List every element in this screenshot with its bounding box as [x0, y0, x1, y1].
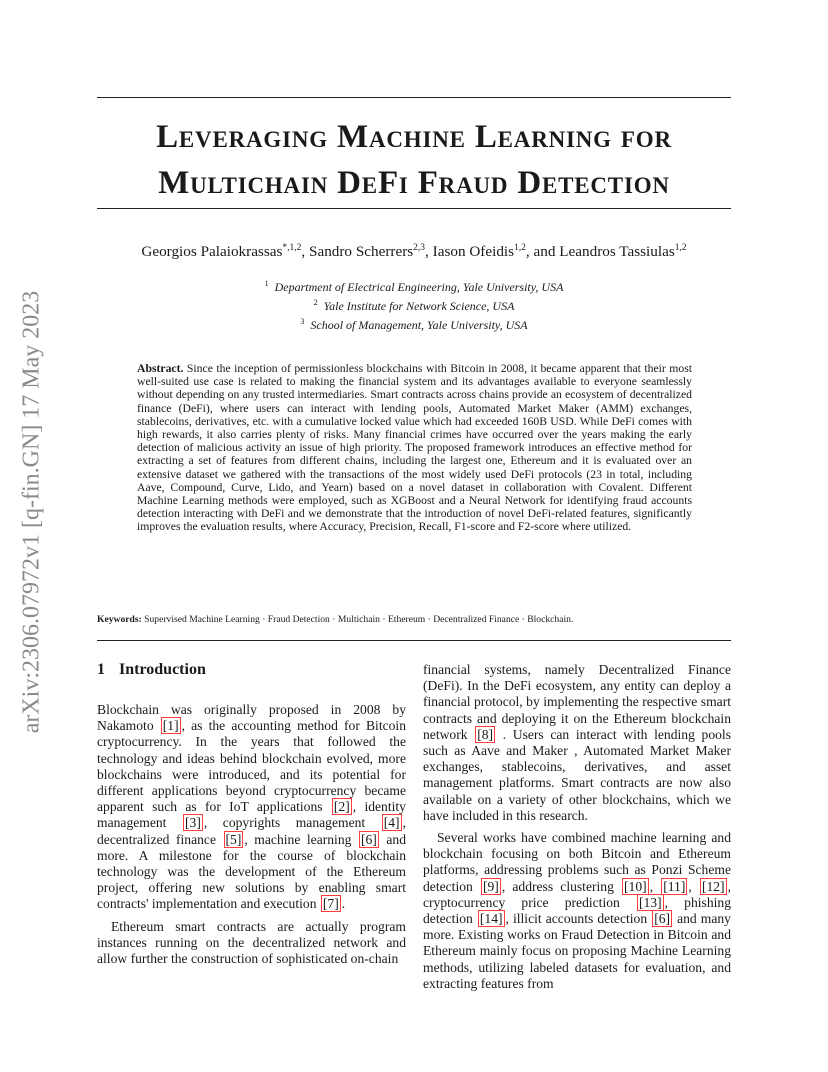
- author-separator: , and: [525, 243, 560, 261]
- body-text: , decentralized finance: [97, 815, 406, 847]
- body-text: . Users can interact with lending pools such as Aave and Maker , Automated Market Maker exchanges, stablecoins, derivatives, and asset management platforms. Smart contracts are now also available on a variety of other blockchains, which we have included in this research.: [423, 726, 731, 823]
- body-text: Blockchain was originally proposed in 2008 by Nakamoto: [97, 702, 406, 734]
- section-number: 1: [97, 661, 105, 678]
- title-line-1: Leveraging Machine Learning for: [156, 119, 672, 155]
- abstract-text: Since the inception of permissionless blockchains with Bitcoin in 2008, it became apparent that their most well-suited use case is related to making the financial system and its advantages available to everyone seamlessly without depending on any trusted intermediaries. Smart contracts across chains provide an ecosystem of decentralized finance (DeFi), where users can interact with lending pools, Automated Market Maker (AMM) exchanges, stablecoins, derivatives, etc. with a cumulative locked value which had exceeded 160B USD. While DeFi comes with high rewards, it also carries plenty of risks. Many financial crimes have occurred over the years making the early detection of malicious activity an issue of high priority. The proposed framework introduces an effective method for extracting a set of features from different chains, including the largest one, Ethereum and it is evaluated over an extensive dataset we gathered with the transactions of the most widely used DeFi protocols (23 in total, including Aave, Compound, Curve, Lido, and Yearn) based on a novel dataset in collaboration with Covalent. Different Machine Learning methods were employed, such as XGBoost and a Neural Network for identifying fraud accounts detection interacting with DeFi and we demonstrate that the introduction of novel DeFi-related features, significantly improves the evaluation results, where Accuracy, Precision, Recall, F1-score and F2-score where utilized.: [137, 362, 692, 534]
- body-text: , identity management: [97, 799, 406, 831]
- affiliation-list: [97, 276, 731, 333]
- body-text: , as the accounting method for Bitcoin cryptocurrency. In the years that followed the technology and ideas behind blockchain evolved, more blockchains were introduced, and its potential for different applications beyond cryptocurrency became apparent such as for IoT applications: [97, 718, 406, 815]
- body-text: , illicit accounts detection: [505, 911, 652, 927]
- abstract: [137, 362, 692, 534]
- affiliation-number: 2: [313, 298, 318, 307]
- body-text: , cryptocurrency price prediction: [423, 878, 731, 910]
- author-name: Leandros Tassiulas: [559, 243, 675, 261]
- arxiv-identifier: arXiv:2306.07972v1 [q-fin.GN] 17 May 2023: [18, 290, 45, 734]
- body-text: Several works have combined machine learning and blockchain focusing on both Bitcoin and Ethereum platforms, addressing problems such as Ponzi Scheme detection: [423, 830, 731, 894]
- citation-link[interactable]: [3]: [185, 815, 201, 831]
- citation-link[interactable]: [2]: [333, 799, 350, 815]
- affiliation: [97, 276, 731, 295]
- author-affiliation-marks: 1,2: [674, 243, 687, 253]
- section-heading: [97, 662, 406, 680]
- title-rule-top: [97, 97, 731, 98]
- abstract-label: Abstract.: [137, 362, 184, 375]
- citation-link[interactable]: [6]: [360, 831, 377, 847]
- paragraph-intro-2-continued: [423, 662, 731, 824]
- keywords: [97, 614, 737, 625]
- affiliation: [97, 314, 731, 333]
- author-name: Sandro Scherrers: [309, 243, 414, 261]
- keywords-rule: [97, 640, 731, 641]
- citation-link[interactable]: [11]: [663, 878, 686, 894]
- paragraph-intro-2: [97, 919, 406, 968]
- citation-link[interactable]: [7]: [322, 896, 339, 912]
- section-title: Introduction: [119, 661, 206, 678]
- affiliation-number: 1: [264, 279, 269, 288]
- affiliation-number: 3: [300, 317, 305, 326]
- citation-link[interactable]: [9]: [482, 878, 499, 894]
- author-list: [97, 243, 731, 261]
- author-name: Georgios Palaiokrassas: [141, 243, 283, 261]
- arxiv-sidebar-stamp: [14, 262, 50, 762]
- paper-title: [97, 114, 731, 206]
- affiliation-text: Yale Institute for Network Science, USA: [323, 299, 515, 313]
- citation-link[interactable]: [1]: [162, 718, 179, 734]
- citation-link[interactable]: [13]: [638, 894, 662, 910]
- citation-link[interactable]: [5]: [225, 831, 242, 847]
- body-text: and many more. Existing works on Fraud Detection in Bitcoin and Ethereum mainly focus on proposing Machine Learning methods, utilizing labeled datasets for evaluation, and extracting features from: [423, 911, 731, 991]
- affiliation-text: Department of Electrical Engineering, Yale University, USA: [274, 280, 564, 294]
- body-text: , machine learning: [244, 831, 358, 847]
- author-affiliation-marks: *,1,2: [282, 243, 302, 253]
- title-line-2: Multichain DeFi Fraud Detection: [158, 165, 670, 201]
- affiliation-text: School of Management, Yale University, USA: [310, 318, 528, 332]
- citation-link[interactable]: [4]: [383, 815, 400, 831]
- title-rule-bottom: [97, 208, 731, 209]
- citation-link[interactable]: [10]: [624, 878, 647, 894]
- citation-link[interactable]: [14]: [479, 911, 503, 927]
- body-text: .: [341, 896, 346, 912]
- body-text: , copyrights management: [203, 815, 381, 831]
- author-separator: ,: [425, 243, 433, 261]
- author-affiliation-marks: 1,2: [514, 243, 526, 253]
- author-separator: ,: [301, 243, 309, 261]
- citation-link[interactable]: [8]: [477, 726, 494, 742]
- keywords-text: Supervised Machine Learning · Fraud Detection · Multichain · Ethereum · Decentralized Finance · Blockchain.: [144, 614, 574, 625]
- body-text: ,: [688, 878, 699, 894]
- author-affiliation-marks: 2,3: [413, 243, 426, 253]
- body-column-left: [97, 662, 406, 967]
- body-text: Ethereum smart contracts are actually program instances running on the decentralized network and allow further the construction of sophisticated on-chain: [97, 918, 406, 967]
- author-name: Iason Ofeidis: [432, 243, 515, 261]
- body-text: financial systems, namely Decentralized Finance (DeFi). In the DeFi ecosystem, any entity can deploy a financial protocol, by implementing the respective smart contracts and deploying it on the Ethereum blockchain network: [423, 662, 731, 742]
- body-text: , address clustering: [501, 878, 622, 894]
- body-text: ,: [649, 878, 661, 894]
- body-column-right: [423, 662, 731, 992]
- paragraph-intro-3: [423, 830, 731, 992]
- body-text: and more. A milestone for the course of blockchain technology was the development of the Ethereum project, offering new solutions by enabling smart contracts' implementation and execution: [97, 831, 406, 912]
- citation-link[interactable]: [12]: [701, 878, 725, 894]
- citation-link[interactable]: [6]: [654, 911, 671, 927]
- affiliation: [97, 295, 731, 314]
- body-text: , phishing detection: [423, 894, 732, 927]
- paragraph-intro-1: [97, 702, 406, 913]
- keywords-label: Keywords:: [97, 614, 142, 625]
